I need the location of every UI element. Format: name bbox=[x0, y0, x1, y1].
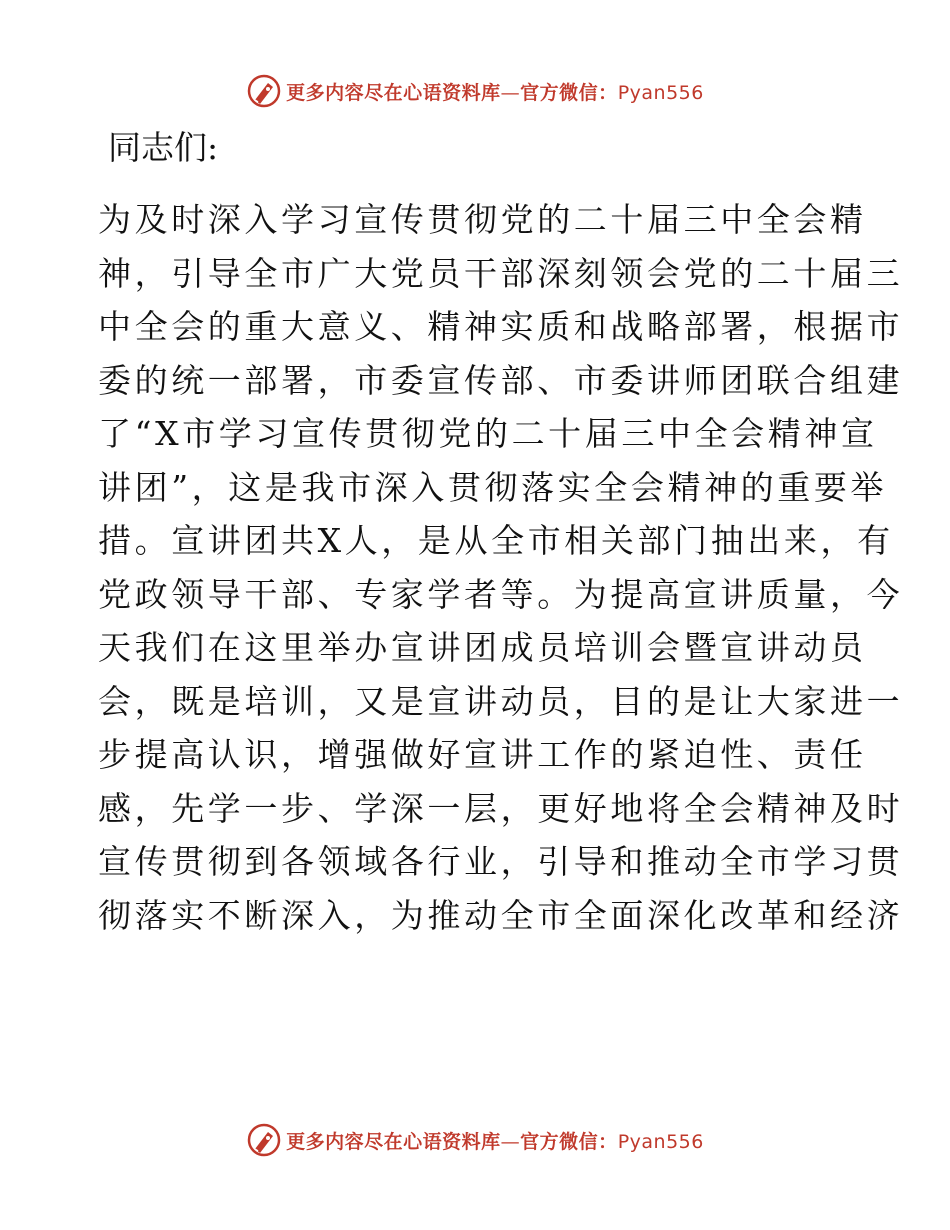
paragraph-line: 神，引导全市广大党员干部深刻领会党的二十届三 bbox=[98, 253, 904, 293]
body-paragraph bbox=[98, 193, 904, 942]
paragraph-line: 了“X市学习宣传贯彻党的二十届三中全会精神宣 bbox=[98, 414, 878, 453]
paragraph-line: 会，既是培训，又是宣讲动员，目的是让大家进一 bbox=[98, 681, 904, 721]
paragraph-line: 为及时深入学习宣传贯彻党的二十届三中全会精 bbox=[98, 200, 867, 239]
paragraph-line: 中全会的重大意义、精神实质和战略部署，根据市 bbox=[98, 307, 904, 346]
wechat-label: 官方微信： bbox=[520, 81, 618, 104]
paragraph-line: 宣传贯彻到各领域各行业，引导和推动全市学习贯 bbox=[98, 842, 904, 881]
paragraph-line: 彻落实不断深入，为推动全市全面深化改革和经济 bbox=[98, 895, 904, 935]
wechat-id: Pyan556 bbox=[617, 81, 704, 104]
wechat-label: 官方微信： bbox=[520, 1130, 618, 1153]
wechat-id: Pyan556 bbox=[617, 1130, 704, 1153]
pen-nib-logo-icon bbox=[246, 73, 282, 109]
watermark-separator: — bbox=[500, 81, 521, 104]
paragraph-line: 讲团”，这是我市深入贯彻落实全会精神的重要举 bbox=[98, 467, 888, 507]
watermark-text: 更多内容尽在心语资料库 bbox=[286, 1130, 501, 1153]
header-watermark bbox=[0, 71, 950, 111]
paragraph-line: 天我们在这里举办宣讲团成员培训会暨宣讲动员 bbox=[98, 628, 867, 667]
paragraph-line: 党政领导干部、专家学者等。为提高宣讲质量，今 bbox=[98, 574, 904, 614]
watermark-text: 更多内容尽在心语资料库 bbox=[286, 81, 501, 104]
paragraph-line: 感，先学一步、学深一层，更好地将全会精神及时 bbox=[98, 788, 904, 828]
paragraph-line: 步提高认识，增强做好宣讲工作的紧迫性、责任 bbox=[98, 735, 867, 774]
footer-watermark bbox=[0, 1120, 950, 1160]
paragraph-line: 措。宣讲团共X人，是从全市相关部门抽出来，有 bbox=[98, 521, 894, 560]
pen-nib-logo-icon bbox=[246, 1122, 282, 1158]
watermark-separator: — bbox=[500, 1130, 521, 1153]
watermark-label bbox=[286, 78, 704, 105]
salutation: 同志们: bbox=[108, 128, 219, 167]
paragraph-line: 委的统一部署，市委宣传部、市委讲师团联合组建 bbox=[98, 360, 904, 400]
watermark-label bbox=[286, 1127, 704, 1154]
